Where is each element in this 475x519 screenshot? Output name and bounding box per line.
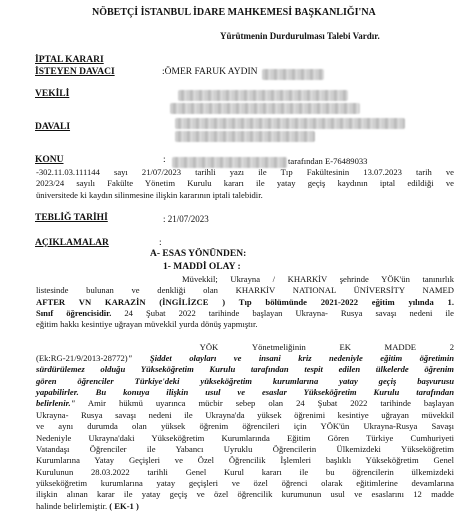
vekili-label: VEKİLİ [35, 89, 70, 99]
regulation-ref: (Ek:RG-21/9/2013-28772) [36, 353, 128, 363]
yok-word: YÖK [199, 342, 219, 352]
ek-word: EK [339, 342, 351, 352]
student-status: Sınıf öğrencisidir. [36, 308, 112, 319]
paragraph-line: Vatandaşı Öğrenciler ile Yabancı Uyruklu Öğrencilerin Ülkemizdeki Yükseköğretim [36, 444, 454, 455]
teblig-tarihi-value: : 21/07/2023 [163, 214, 209, 224]
konu-colon: : [163, 155, 166, 165]
paragraph-line: yapabilirler. Bu konuya ilişkin usul ve esaslar Yükseköğretim Kurulu tarafından [36, 387, 454, 398]
amir-hukmu-text: Amir hükmü uyarınca mücbir sebep olan 24 Şubat 2022 tarihinde başlayan [75, 398, 454, 409]
redacted-vekil-line2 [170, 103, 360, 114]
regulation-quote-start: " Şiddet olayları ve insani kriz nedeniyle eğitim öğretimin [127, 353, 454, 363]
konu-line: üniversitede ki kaydın silinmesine ilişkin kararının iptali talebidir. [36, 189, 263, 200]
konu-text [36, 167, 454, 201]
madde-number: 2 [449, 342, 454, 352]
isteyen-davaci-label: İSTEYEN DAVACI [35, 67, 115, 77]
request-title: Yürütmenin Durdurulması Talebi Vardır. [220, 31, 380, 41]
paragraph-line [36, 501, 454, 512]
paragraph-line: gören öğrenciler Türkiye'deki yükseköğretim kurumlarına yatay geçiş başvurusu [36, 375, 454, 386]
paragraph-yatay-gecis [36, 410, 454, 512]
paragraph-line: sürdürülemez olduğu Yükseköğretim Kurulu tarafından tespit edilen ülkelerde öğrenim [36, 364, 454, 375]
paragraph-line: Nedeniyle Ukrayna'daki Yükseköğretim Kurumlarında Eğitim Gören Türkiye Cumhuriyeti [36, 432, 454, 443]
redacted-davaci [262, 69, 324, 80]
paragraph-line: AFTER VN KARAZİN (İNGİLİZCE ) Tıp bölümünde 2021-2022 eğitim yılında 1. [36, 296, 454, 307]
savas-text: 24 Şubat 2022 tarihinde başlayan Ukrayna- Rusya savaşı nedeni ile [111, 308, 454, 319]
paragraph-line [36, 308, 454, 319]
redacted-davali-line2 [175, 131, 315, 142]
paragraph-line: ve aynı durumda olan yüksek öğrenim öğrencileri için YÖK'ün Ukrayna-Rusya Savaşı [36, 421, 454, 432]
section-maddi-olay: 1- MADDİ OLAY : [163, 262, 241, 272]
yonetmelik-word: Yönetmeliğinin [251, 342, 306, 352]
paragraph-line: Kurumlarına Yatay Geçişleri ve Özel Öğrencilik İşlemleri başlıklı Yükseköğretim Genel [36, 455, 454, 466]
paragraph-line [36, 353, 454, 364]
regulation-quote-end: belirlenir." [36, 398, 76, 409]
paragraph-line: eğitim hakkı kesintiye uğrayan müvekkil yurda dönüş yapmıştır. [36, 319, 258, 330]
madde-word: MADDE [384, 342, 417, 352]
ek-1-reference: ( EK-1 ) [107, 500, 139, 511]
paragraph-line: Ukrayna- Rusya savaşı nedeni ile Ukrayna'da yüksek öğrenimi kesintiye uğrayan müvekkil [36, 410, 454, 420]
court-title: NÖBETÇİ İSTANBUL İDARE MAHKEMESİ BAŞKANLIĞI'NA [92, 7, 376, 18]
konu-line: -302.11.03.111144 sayı 21/07/2023 tarihli yazı ile Tıp Fakültesinin 13.07.2023 tarih ve [36, 167, 454, 177]
yok-line [36, 342, 454, 352]
paragraph-line: yükseköğretim kurumlarına yatay geçişleri ve özel öğrenci olarak eğitimlerine devamlarına [36, 478, 454, 489]
paragraph-line: Kurulunun 28.03.2022 tarihli Genel Kurul kararı ile bu öğrencilerin ülkemizdeki [36, 466, 454, 477]
aciklamalar-colon: : [159, 238, 162, 248]
teblig-tarihi-label: TEBLİĞ TARİHİ [35, 213, 108, 223]
redacted-vekil-line1 [178, 90, 348, 101]
paragraph-regulation [36, 353, 454, 410]
davali-label: DAVALI [35, 122, 71, 132]
paragraph-line: ilişkin alınan karar ile yatay geçiş ve özel öğrencilik kurumunun usul ve esaslarını 12 madde [36, 489, 454, 500]
paragraph-line: listesinde bulunan ve denkliği olan KHARKİV NATIONAL ÜNİVERSİTY NAMED [36, 285, 454, 296]
paragraph-maddi-olay [36, 274, 454, 331]
konu-line1-tail: tarafından E-76489033 [288, 156, 368, 166]
aciklamalar-label: AÇIKLAMALAR [35, 238, 109, 248]
paragraph-line [36, 398, 454, 409]
section-esas-yonunden: A- ESAS YÖNÜNDEN: [150, 249, 247, 259]
belirlemistir-text: halinde belirlemiştir. [36, 500, 108, 511]
davaci-value: :ÖMER FARUK AYDIN [162, 67, 258, 77]
redacted-davali-line1 [175, 118, 405, 129]
konu-label: KONU [35, 155, 64, 165]
iptal-karari-label: İPTAL KARARI [35, 55, 104, 65]
paragraph-line: Müvekkil; Ukrayna / KHARKİV şehrinde YÖK'ün tanınırlık [182, 274, 454, 284]
konu-line: 2023/24 sayılı Fakülte Yönetim Kurulu kararı ile yatay geçiş kaydının iptal edildiği ve [36, 178, 454, 189]
